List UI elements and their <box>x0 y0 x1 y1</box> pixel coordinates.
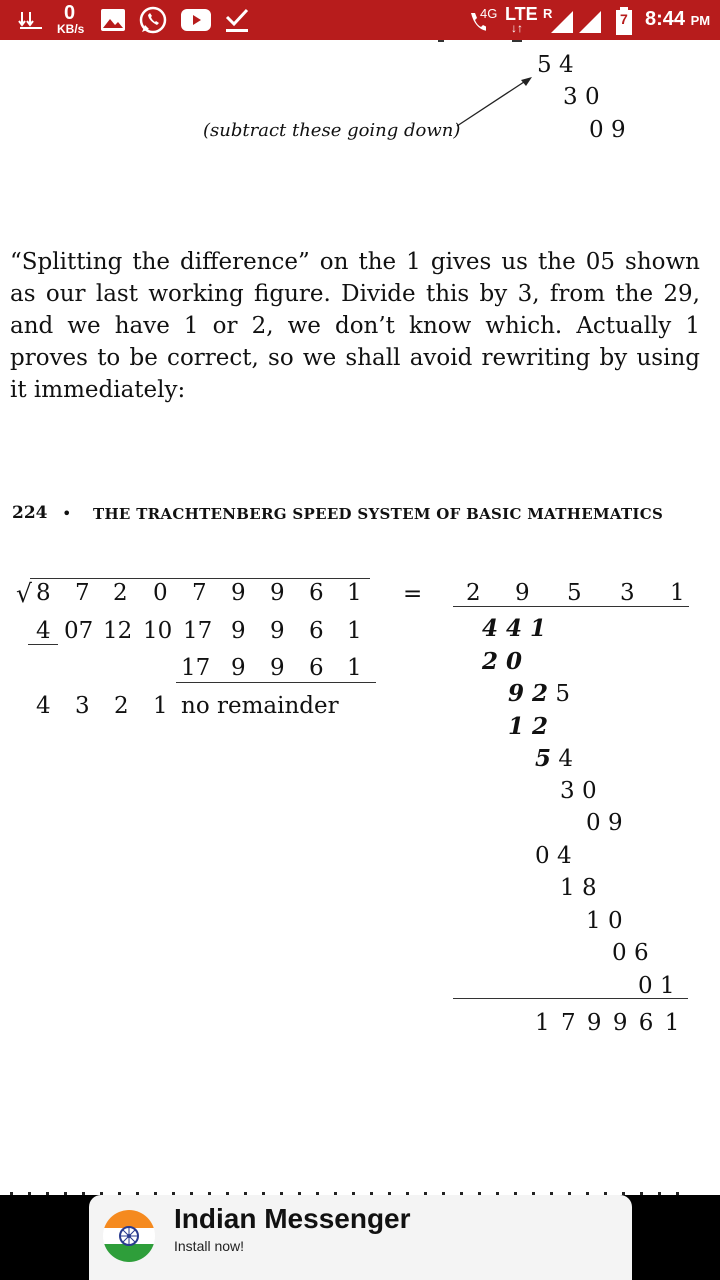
page-number: 224 <box>12 503 48 523</box>
row3-value-2: 9 <box>231 655 246 681</box>
signal-strength-icon-2 <box>578 10 602 34</box>
radicand-digit-8: 6 <box>309 580 324 606</box>
plain-digits: 0 1 <box>638 972 675 999</box>
plain-digits: 4 <box>551 746 573 772</box>
plain-digits: 1 0 <box>586 907 623 934</box>
ad-install-link[interactable]: Install now! <box>174 1238 245 1254</box>
working-row-6 <box>560 778 597 804</box>
row4-digit-1: 4 <box>36 693 51 719</box>
answer-digit-1: 2 <box>466 580 481 606</box>
working-row-11 <box>612 940 649 966</box>
download-complete-icon <box>224 7 250 35</box>
fragment-caption: (subtract these going down) <box>203 120 461 141</box>
plain-digits: 0 9 <box>586 810 623 836</box>
row2-value-3: 12 <box>103 618 133 644</box>
youtube-icon <box>180 8 212 32</box>
lte-label: LTE <box>505 4 538 24</box>
struck-digits: 2 0 <box>482 647 523 675</box>
radicand-digit-2: 7 <box>75 580 90 606</box>
total-rule <box>453 998 688 999</box>
row2-value-1: 4 <box>36 618 51 644</box>
header-bullet: • <box>62 504 72 523</box>
row3-underline <box>176 682 376 683</box>
equals-sign: = <box>403 581 423 607</box>
working-row-4 <box>508 713 548 740</box>
radicand-digit-3: 2 <box>113 580 128 606</box>
battery-level: 7 <box>620 11 628 27</box>
clock-time: 8:44 <box>645 8 686 30</box>
row3-value-5: 1 <box>347 655 362 681</box>
fragment-line-3: 0 9 <box>589 117 626 143</box>
row2-value-7: 9 <box>270 618 285 644</box>
fragment-line-1: 5 4 <box>537 52 574 78</box>
row2-value-8: 6 <box>309 618 324 644</box>
clock-ampm: PM <box>690 13 711 28</box>
working-row-9 <box>560 875 597 901</box>
plain-digits: 0 4 <box>535 842 572 869</box>
working-row-3 <box>508 680 570 707</box>
total-value: 1 7 9 9 6 1 <box>535 1010 682 1036</box>
radicand-digit-6: 9 <box>231 580 246 606</box>
answer-digit-2: 9 <box>515 580 530 606</box>
book-title: THE TRACHTENBERG SPEED SYSTEM OF BASIC MATHEMATICS <box>93 505 664 523</box>
answer-digit-5: 1 <box>670 580 685 606</box>
row2-value-5: 17 <box>183 618 213 644</box>
radical-sign: √ <box>16 579 32 608</box>
whatsapp-icon <box>138 5 168 35</box>
struck-digits: 1 2 <box>508 712 549 740</box>
arrow-pointer <box>455 74 535 128</box>
row4-digit-2: 3 <box>75 693 90 719</box>
no-remainder-text: no remainder <box>181 693 339 719</box>
struck-digits: 5 <box>535 745 552 772</box>
body-paragraph: “Splitting the difference” on the 1 gives us the 05 shown as our last working figure. Divide this by 3, from the 29, and we have 1 or 2, we don’t know which. Actually 1 proves to be correct, so we shall avoid rewriting by using it immediately: <box>10 249 700 403</box>
download-speed-icon <box>18 10 48 32</box>
fragment-line-2: 3 0 <box>563 84 600 110</box>
row4-digit-3: 2 <box>114 693 129 719</box>
row2-value-2: 07 <box>64 618 94 644</box>
data-arrows-icon: ↓↑ <box>511 21 523 35</box>
working-row-12 <box>638 973 675 999</box>
answer-digit-3: 5 <box>567 580 582 606</box>
row3-value-1: 17 <box>181 655 211 681</box>
radicand-digit-1: 8 <box>36 580 51 606</box>
roaming-label: R <box>543 6 553 21</box>
working-row-5 <box>535 745 573 772</box>
ad-title[interactable]: Indian Messenger <box>174 1203 411 1234</box>
working-row-8 <box>535 843 572 869</box>
working-row-7 <box>586 810 623 836</box>
gallery-icon <box>100 8 126 32</box>
row2-value-9: 1 <box>347 618 362 644</box>
page-top-stub-line-2 <box>512 40 522 42</box>
clock <box>645 8 710 31</box>
row3-value-4: 6 <box>309 655 324 681</box>
radicand-digit-9: 1 <box>347 580 362 606</box>
struck-digits: 9 2 <box>508 680 549 707</box>
signal-strength-icon-1 <box>550 10 574 34</box>
status-bar <box>0 0 720 40</box>
page-top-stub-line <box>438 40 444 42</box>
network-speed-value: 0 <box>64 2 76 24</box>
radicand-digit-5: 7 <box>192 580 207 606</box>
working-row-10 <box>586 908 623 934</box>
row2-underline <box>28 644 58 645</box>
india-flag-chakra-icon <box>102 1208 156 1264</box>
working-row-2 <box>482 648 522 675</box>
network-speed-unit: KB/s <box>57 22 85 36</box>
row4-digit-4: 1 <box>153 693 168 719</box>
row2-value-4: 10 <box>143 618 173 644</box>
radical-overline <box>30 578 370 579</box>
struck-digits: 4 4 1 <box>482 615 547 642</box>
plain-digits: 0 6 <box>612 940 649 966</box>
plain-digits: 5 <box>548 681 570 707</box>
working-row-1 <box>482 615 546 642</box>
answer-underline <box>453 606 689 607</box>
plain-digits: 1 8 <box>560 875 597 901</box>
radicand-digit-7: 9 <box>270 580 285 606</box>
radicand-digit-4: 0 <box>153 580 168 606</box>
row2-value-6: 9 <box>231 618 246 644</box>
answer-digit-4: 3 <box>620 580 635 606</box>
row3-value-3: 9 <box>270 655 285 681</box>
network-type-4g: 4G <box>480 6 498 21</box>
plain-digits: 3 0 <box>560 777 597 804</box>
